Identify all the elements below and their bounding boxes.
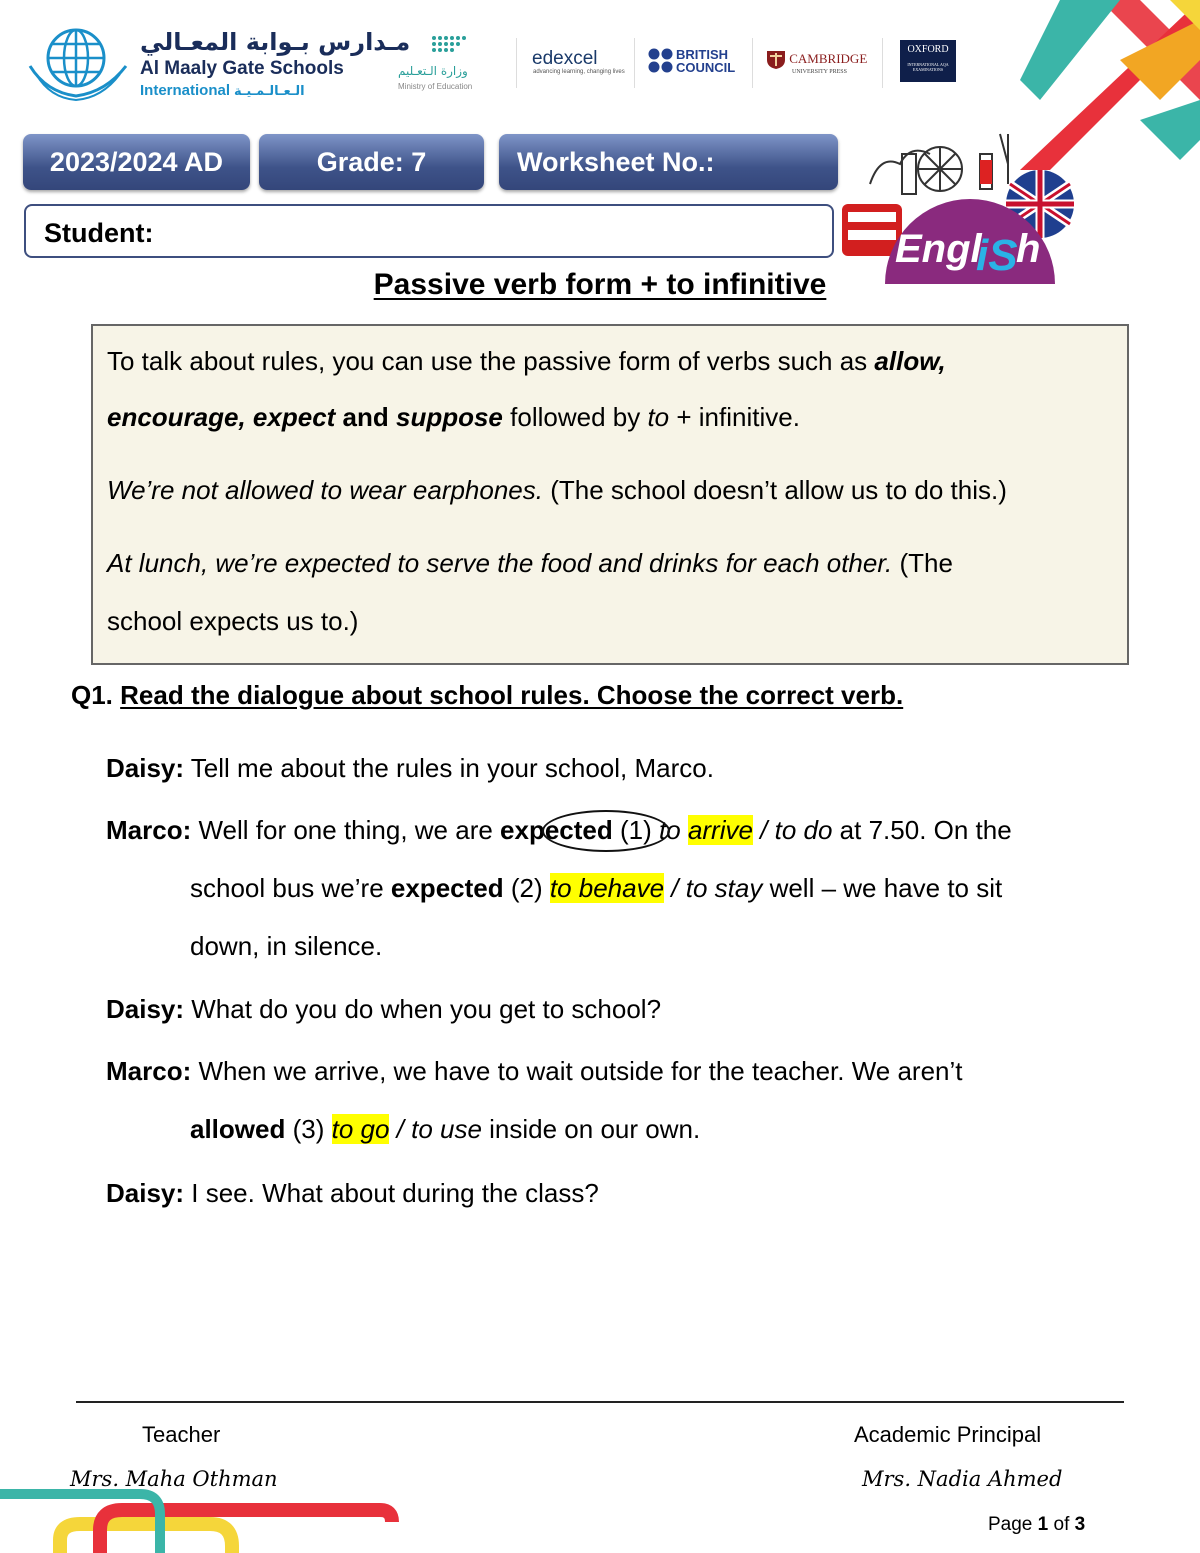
example-explanation: (The school doesn’t allow us to do this.)	[543, 475, 1007, 505]
circled-answer-mark	[542, 810, 670, 852]
dialogue-text: well – we have to sit	[762, 873, 1003, 903]
page-of: of	[1048, 1514, 1075, 1535]
page-word: Page	[988, 1514, 1038, 1535]
principal-label: Academic Principal	[854, 1422, 1042, 1447]
dialogue-text: Well for one thing, we are	[191, 815, 501, 845]
answer-1-alternative[interactable]: / to do	[752, 815, 833, 845]
dialogue-text: inside on our own.	[481, 1114, 701, 1144]
edexcel-tagline: advancing learning, changing lives	[533, 69, 625, 75]
rule-verb-suppose: suppose	[395, 402, 503, 432]
dialogue-line	[190, 873, 1002, 904]
page-current: 1	[1037, 1514, 1049, 1535]
answer-3-selected[interactable]: to go	[331, 1114, 390, 1144]
option-text: to	[659, 815, 688, 845]
worksheet-number-label: Worksheet No.:	[499, 134, 838, 190]
school-name-english: Al Maaly Gate Schools	[140, 58, 344, 79]
rule-and: and	[335, 402, 396, 432]
example-sentence: We’re not allowed to wear earphones.	[107, 475, 543, 505]
rule-verbs: encourage, expect	[107, 402, 336, 432]
student-name-field[interactable]	[24, 204, 834, 258]
question-number: Q1.	[71, 680, 113, 710]
school-intl-ar: الـعـالـمـيـة	[234, 84, 305, 99]
moe-english: Ministry of Education	[398, 82, 473, 91]
item-number: (3)	[285, 1114, 332, 1144]
oxford-name: OXFORD	[907, 44, 949, 55]
dialogue-text: at 7.50. On the	[832, 815, 1012, 845]
school-name-arabic: مـدارس بـوابة المعـالي	[140, 28, 411, 56]
question-instruction: Read the dialogue about school rules. Choose the correct verb.	[120, 680, 904, 710]
page-total: 3	[1074, 1514, 1086, 1535]
dialogue-text: What do you do when you get to school?	[184, 994, 662, 1024]
cambridge-sub: UNIVERSITY PRESS	[792, 69, 847, 75]
british-council-logo	[648, 48, 738, 82]
principal-name: Mrs. Nadia Ahmed	[862, 1467, 1063, 1491]
answer-1-selected[interactable]: arrive	[687, 815, 753, 845]
logo-divider	[882, 38, 883, 88]
edexcel-logo: edexcel	[532, 48, 598, 69]
student-label: Student:	[44, 218, 154, 248]
logo-divider	[634, 38, 635, 88]
logo-divider	[516, 38, 517, 88]
teacher-label: Teacher	[142, 1422, 221, 1447]
rule-example-2-cont	[107, 606, 358, 637]
dialogue-line	[106, 753, 714, 784]
rule-verb-allow: allow,	[874, 346, 946, 376]
svg-text:h: h	[1016, 227, 1041, 271]
rule-line-1	[107, 346, 946, 377]
svg-text:iS: iS	[976, 231, 1018, 280]
school-globe-logo	[26, 22, 134, 102]
item-number: (2)	[503, 873, 550, 903]
dialogue-line	[190, 1114, 700, 1145]
page-number	[988, 1514, 1085, 1536]
answer-2-alternative[interactable]: / to stay	[664, 873, 763, 903]
dialogue-text: down, in silence.	[190, 931, 383, 961]
cambridge-name: CAMBRIDGE	[789, 50, 868, 66]
rule-text: To talk about rules, you can use the passive form of verbs such as	[107, 346, 875, 376]
dialogue-text: Tell me about the rules in your school, Marco.	[184, 753, 714, 783]
school-intl	[140, 82, 305, 99]
grammar-rule-box	[91, 324, 1129, 665]
dialogue-line	[190, 931, 382, 962]
footer-divider	[76, 1401, 1124, 1403]
dialogue-text: school bus we’re	[190, 873, 391, 903]
title-text: Passive verb form + to infinitive	[373, 268, 827, 301]
question-1-heading	[71, 680, 903, 711]
svg-text:Engl: Engl	[895, 227, 982, 271]
cambridge-logo	[766, 50, 867, 75]
worksheet-title	[0, 268, 1200, 302]
dialogue-line	[106, 994, 661, 1025]
item-number: (1)	[612, 815, 660, 845]
rule-example-2	[107, 548, 953, 579]
british-council-dots-icon	[648, 48, 674, 74]
english-badge	[840, 124, 1085, 284]
oxford-logo	[900, 40, 956, 82]
decorative-bottom-ribbons	[0, 1480, 420, 1553]
dialogue-text: When we arrive, we have to wait outside for the teacher. We aren’t	[191, 1056, 963, 1086]
dialogue-line	[106, 1056, 963, 1087]
passive-verb: expected	[390, 873, 504, 903]
rule-line-2	[107, 402, 800, 433]
rule-example-1	[107, 475, 1007, 506]
answer-3-alternative[interactable]: / to use	[389, 1114, 482, 1144]
grade-label: Grade: 7	[259, 134, 484, 190]
dialogue-line	[106, 1178, 599, 1209]
oxford-sub: INTERNATIONAL AQA EXAMINATIONS	[907, 62, 949, 72]
moe-logo	[398, 34, 498, 94]
speaker-marco: Marco:	[106, 1056, 192, 1086]
moe-arabic: وزارة الـتعـليم	[398, 64, 468, 78]
example-sentence: At lunch, we’re expected to serve the food and drinks for each other.	[107, 548, 893, 578]
passive-verb: allowed	[190, 1114, 286, 1144]
academic-year-label: 2023/2024 AD	[23, 134, 250, 190]
teacher-name: Mrs. Maha Othman	[70, 1467, 278, 1491]
example-explanation: school expects us to.)	[107, 606, 359, 636]
moe-dots-icon	[398, 34, 468, 62]
cambridge-shield-icon	[766, 50, 786, 70]
bc-line1: BRITISH	[676, 47, 728, 62]
answer-2-selected[interactable]: to behave	[549, 873, 665, 903]
dialogue-text: I see. What about during the class?	[184, 1178, 599, 1208]
passive-verb: expected	[500, 815, 613, 845]
speaker-daisy: Daisy:	[106, 753, 185, 783]
speaker-daisy: Daisy:	[106, 994, 185, 1024]
logo-divider	[752, 38, 753, 88]
rule-to: to	[647, 402, 670, 432]
bc-line2: COUNCIL	[676, 60, 736, 75]
speaker-marco: Marco:	[106, 815, 192, 845]
speaker-daisy: Daisy:	[106, 1178, 185, 1208]
rule-text: followed by	[502, 402, 648, 432]
school-intl-en: International	[140, 82, 231, 99]
example-explanation: (The	[892, 548, 953, 578]
rule-text: + infinitive.	[669, 402, 800, 432]
